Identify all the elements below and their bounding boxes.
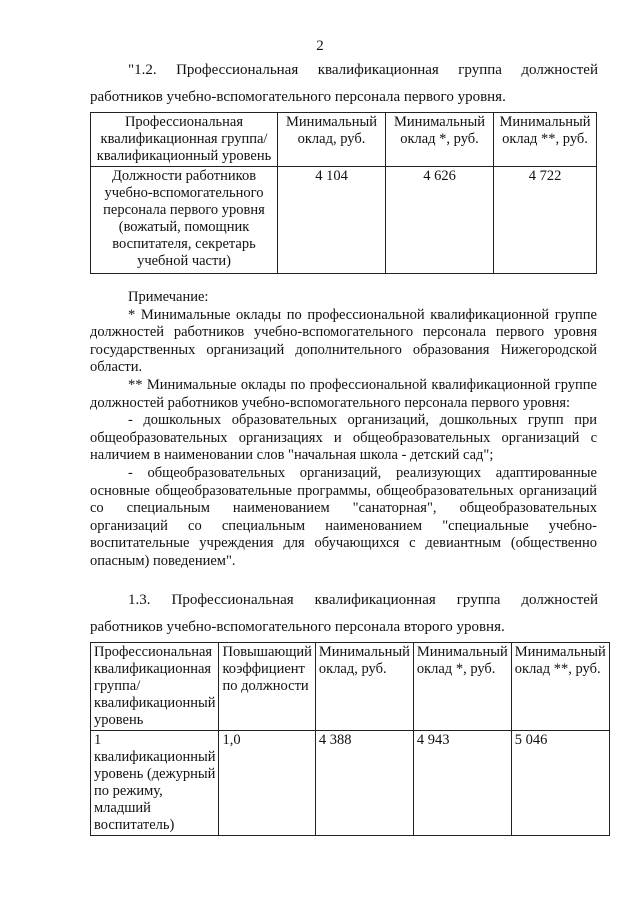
note-label: Примечание: <box>128 289 209 305</box>
note-2-item-b: - общеобразовательных организаций, реализующих адаптированные основные общеобразовательные программы, общеобразовательных организаций со специальным наименованием "санаторная", общеобразовательных организаций со специальным наименованием "специальные учебно-воспитательные учреждения для обучающихся с девиантным (общественно опасным) поведением". <box>90 464 597 569</box>
table-1-3-header-cell: Профессиональная квалификационная группа/квалификационный уровень <box>91 643 219 731</box>
table-1-2 <box>90 112 597 274</box>
table-1-2-header-cell: Профессиональная квалификационная группа/квалификационный уровень <box>91 113 278 167</box>
section-1-3-heading-line2: работников учебно-вспомогательного персонала второго уровня. <box>90 619 505 635</box>
table-row <box>91 731 610 836</box>
section-1-3-heading <box>90 592 598 636</box>
table-1-3-cell: 1,0 <box>219 731 315 836</box>
page-number: 2 <box>316 38 324 54</box>
table-1-2-header-cell: Минимальный оклад **, руб. <box>494 113 597 167</box>
table-1-3-cell: 4 943 <box>413 731 511 836</box>
section-1-3-heading-line1: 1.3. Профессиональная квалификационная группа должностей <box>128 592 598 608</box>
section-1-2-heading <box>90 62 598 106</box>
table-1-3 <box>90 642 610 836</box>
table-1-2-cell: 4 722 <box>494 167 597 274</box>
table-1-3-header-cell: Минимальный оклад, руб. <box>315 643 413 731</box>
table-1-2-cell: 4 626 <box>386 167 494 274</box>
table-1-3-header-cell: Минимальный оклад *, руб. <box>413 643 511 731</box>
table-1-2-cell: Должности работников учебно-вспомогательного персонала первого уровня (вожатый, помощник воспитателя, секретарь учебной части) <box>91 167 278 274</box>
section-1-2-heading-line2: работников учебно-вспомогательного персонала первого уровня. <box>90 89 506 105</box>
note-1: * Минимальные оклады по профессиональной квалификационной группе должностей работников учебно-вспомогательного персонала первого уровня государственных организаций дополнительного образования Нижегородской области. <box>90 306 597 376</box>
table-1-2-header-row <box>91 113 597 167</box>
table-1-3-cell: 4 388 <box>315 731 413 836</box>
table-1-3-cell: 5 046 <box>511 731 609 836</box>
table-1-2-cell: 4 104 <box>278 167 386 274</box>
table-1-3-cell: 1 квалификационный уровень (дежурный по режиму, младший воспитатель) <box>91 731 219 836</box>
table-row <box>91 167 597 274</box>
table-1-2-header-cell: Минимальный оклад, руб. <box>278 113 386 167</box>
section-1-2-heading-line1: "1.2. Профессиональная квалификационная группа должностей <box>128 62 598 78</box>
note-2-item-a: - дошкольных образовательных организаций, дошкольных групп при общеобразовательных организациях и общеобразовательных организаций с наличием в наименовании слов "начальная школа - детский сад"; <box>90 412 597 464</box>
note-2: ** Минимальные оклады по профессиональной квалификационной группе должностей работников учебно-вспомогательного персонала первого уровня: <box>90 376 597 411</box>
table-1-3-header-cell: Минимальный оклад **, руб. <box>511 643 609 731</box>
notes-block <box>90 289 597 571</box>
table-1-3-header-row <box>91 643 610 731</box>
table-1-2-header-cell: Минимальный оклад *, руб. <box>386 113 494 167</box>
table-1-3-header-cell: Повышающий коэффициент по должности <box>219 643 315 731</box>
